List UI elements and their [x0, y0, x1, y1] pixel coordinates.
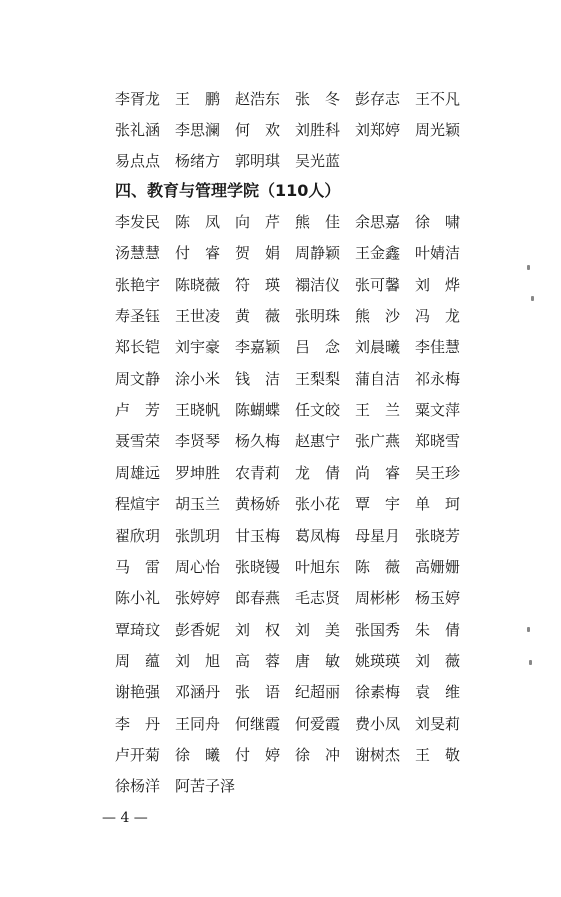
name-row [115, 146, 355, 176]
person-name: 毛志贤 [295, 589, 341, 608]
person-name: 周文静 [115, 369, 161, 388]
name-row [115, 301, 475, 331]
person-name: 彭存志 [355, 90, 401, 108]
person-name: 李佳慧 [415, 338, 461, 357]
person-name: 王 鹏 [175, 90, 221, 108]
person-name: 张晓镘 [235, 557, 281, 576]
name-row [115, 270, 475, 300]
person-name: 李 丹 [115, 714, 161, 733]
person-name: 刘郑婷 [355, 121, 401, 139]
person-name: 何爱霞 [295, 714, 341, 733]
person-name: 杨绪方 [175, 152, 221, 170]
person-name: 涂小米 [175, 369, 221, 388]
person-name: 张 冬 [295, 90, 341, 108]
name-row [115, 458, 475, 488]
page-number: — 4 — [102, 810, 148, 826]
person-name: 程煊宇 [115, 495, 161, 514]
person-name: 余思嘉 [355, 213, 401, 231]
person-name: 付 婷 [235, 745, 281, 764]
person-name: 郑晓雪 [415, 432, 461, 451]
person-name: 陈蝴蝶 [235, 401, 281, 420]
person-name: 吕 念 [295, 338, 341, 357]
person-name: 罗坤胜 [175, 463, 221, 482]
person-name: 马 雷 [115, 557, 161, 576]
scan-mark [527, 627, 530, 632]
person-name: 张婷婷 [175, 589, 221, 608]
name-row [115, 709, 475, 739]
person-name: 龙 倩 [295, 463, 341, 482]
person-name: 张凯玥 [175, 526, 221, 545]
person-name: 熊 沙 [355, 307, 401, 326]
person-name: 卢开菊 [115, 745, 161, 764]
person-name: 何 欢 [235, 121, 281, 139]
person-name: 张艳宇 [115, 275, 161, 294]
person-name: 阿苦子泽 [175, 777, 236, 796]
person-name: 李思澜 [175, 121, 221, 139]
person-name: 吴王珍 [415, 463, 461, 482]
person-name: 周静颖 [295, 244, 341, 263]
person-name: 郭明琪 [235, 152, 281, 170]
person-name: 贺 娟 [235, 244, 281, 263]
person-name: 邓涵丹 [175, 683, 221, 702]
person-name: 张明珠 [295, 307, 341, 326]
person-name: 刘 权 [235, 620, 281, 639]
section-heading: 四、教育与管理学院（110人） [115, 181, 341, 200]
person-name: 钱 洁 [235, 369, 281, 388]
name-row [115, 115, 475, 145]
person-name: 叶婧洁 [415, 244, 461, 263]
name-row [115, 740, 475, 770]
person-name: 周彬彬 [355, 589, 401, 608]
person-name: 符 瑛 [235, 275, 281, 294]
person-name: 刘 旭 [175, 651, 221, 670]
person-name: 覃琦玟 [115, 620, 161, 639]
person-name: 徐 冲 [295, 745, 341, 764]
person-name: 何继霞 [235, 714, 281, 733]
person-name: 蒲自洁 [355, 369, 401, 388]
name-row [115, 489, 475, 519]
person-name: 汤慧慧 [115, 244, 161, 263]
person-name: 费小凤 [355, 714, 401, 733]
person-name: 付 睿 [175, 244, 221, 263]
person-name: 陈 凤 [175, 213, 221, 231]
person-name: 祁永梅 [415, 369, 461, 388]
name-row [115, 615, 475, 645]
person-name: 王世凌 [175, 307, 221, 326]
person-name: 赵浩东 [235, 90, 281, 108]
person-name: 杨久梅 [235, 432, 281, 451]
name-row [115, 521, 475, 551]
person-name: 徐杨洋 [115, 777, 161, 796]
person-name: 叶旭东 [295, 557, 341, 576]
person-name: 王同舟 [175, 714, 221, 733]
person-name: 谢艳强 [115, 683, 161, 702]
person-name: 彭香妮 [175, 620, 221, 639]
person-name: 翟欣玥 [115, 526, 161, 545]
person-name: 李嘉颖 [235, 338, 281, 357]
person-name: 张国秀 [355, 620, 401, 639]
person-name: 徐 曦 [175, 745, 221, 764]
person-name: 高 蓉 [235, 651, 281, 670]
person-name: 吴光蓝 [295, 152, 341, 170]
person-name: 黄杨娇 [235, 495, 281, 514]
person-name: 刘旻莉 [415, 714, 461, 733]
name-row [115, 771, 235, 801]
person-name: 张小花 [295, 495, 341, 514]
name-row [115, 677, 475, 707]
name-row [115, 426, 475, 456]
person-name: 单 珂 [415, 495, 461, 514]
person-name: 张晓芳 [415, 526, 461, 545]
person-name: 张 语 [235, 683, 281, 702]
person-name: 周光颖 [415, 121, 461, 139]
person-name: 李发民 [115, 213, 161, 231]
person-name: 谢树杰 [355, 745, 401, 764]
person-name: 胡玉兰 [175, 495, 221, 514]
person-name: 李贤琴 [175, 432, 221, 451]
person-name: 朱 倩 [415, 620, 461, 639]
person-name: 刘宇豪 [175, 338, 221, 357]
person-name: 赵惠宁 [295, 432, 341, 451]
person-name: 郎春燕 [235, 589, 281, 608]
person-name: 张可馨 [355, 275, 401, 294]
person-name: 唐 敏 [295, 651, 341, 670]
person-name: 王 敬 [415, 745, 461, 764]
person-name: 纪超丽 [295, 683, 341, 702]
person-name: 周 蕴 [115, 651, 161, 670]
person-name: 覃 宇 [355, 495, 401, 514]
person-name: 陈晓薇 [175, 275, 221, 294]
name-row [115, 552, 475, 582]
name-row [115, 646, 475, 676]
person-name: 母星月 [355, 526, 401, 545]
name-row [115, 332, 475, 362]
person-name: 农青莉 [235, 463, 281, 482]
person-name: 周雄远 [115, 463, 161, 482]
name-row [115, 84, 475, 114]
scan-mark [531, 296, 534, 301]
person-name: 向 芹 [235, 213, 281, 231]
person-name: 张广燕 [355, 432, 401, 451]
person-name: 王晓帆 [175, 401, 221, 420]
person-name: 粟文萍 [415, 401, 461, 420]
person-name: 袁 维 [415, 683, 461, 702]
person-name: 姚瑛瑛 [355, 651, 401, 670]
person-name: 尚 睿 [355, 463, 401, 482]
scan-mark [529, 660, 532, 665]
person-name: 陈小礼 [115, 589, 161, 608]
name-row [115, 583, 475, 613]
name-row [115, 395, 475, 425]
name-row [115, 238, 475, 268]
person-name: 熊 佳 [295, 213, 341, 231]
person-name: 周心怡 [175, 557, 221, 576]
person-name: 刘 薇 [415, 651, 461, 670]
person-name: 王金鑫 [355, 244, 401, 263]
person-name: 王不凡 [415, 90, 461, 108]
person-name: 聂雪荣 [115, 432, 161, 451]
person-name: 刘 美 [295, 620, 341, 639]
name-row [115, 207, 475, 237]
person-name: 黄 薇 [235, 307, 281, 326]
person-name: 冯 龙 [415, 307, 461, 326]
person-name: 易点点 [115, 152, 161, 170]
person-name: 甘玉梅 [235, 526, 281, 545]
person-name: 杨玉婷 [415, 589, 461, 608]
person-name: 卢 芳 [115, 401, 161, 420]
person-name: 高姗姗 [415, 557, 461, 576]
person-name: 刘 烨 [415, 275, 461, 294]
name-row [115, 364, 475, 394]
person-name: 任文皎 [295, 401, 341, 420]
person-name: 禤洁仪 [295, 275, 341, 294]
person-name: 王梨梨 [295, 369, 341, 388]
person-name: 陈 薇 [355, 557, 401, 576]
scan-mark [527, 265, 530, 270]
person-name: 徐 啸 [415, 213, 461, 231]
person-name: 王 兰 [355, 401, 401, 420]
person-name: 郑长铠 [115, 338, 161, 357]
person-name: 寿圣钰 [115, 307, 161, 326]
person-name: 葛凤梅 [295, 526, 341, 545]
person-name: 李胥龙 [115, 90, 161, 108]
person-name: 刘胜科 [295, 121, 341, 139]
person-name: 刘晨曦 [355, 338, 401, 357]
person-name: 徐素梅 [355, 683, 401, 702]
person-name: 张礼涵 [115, 121, 161, 139]
